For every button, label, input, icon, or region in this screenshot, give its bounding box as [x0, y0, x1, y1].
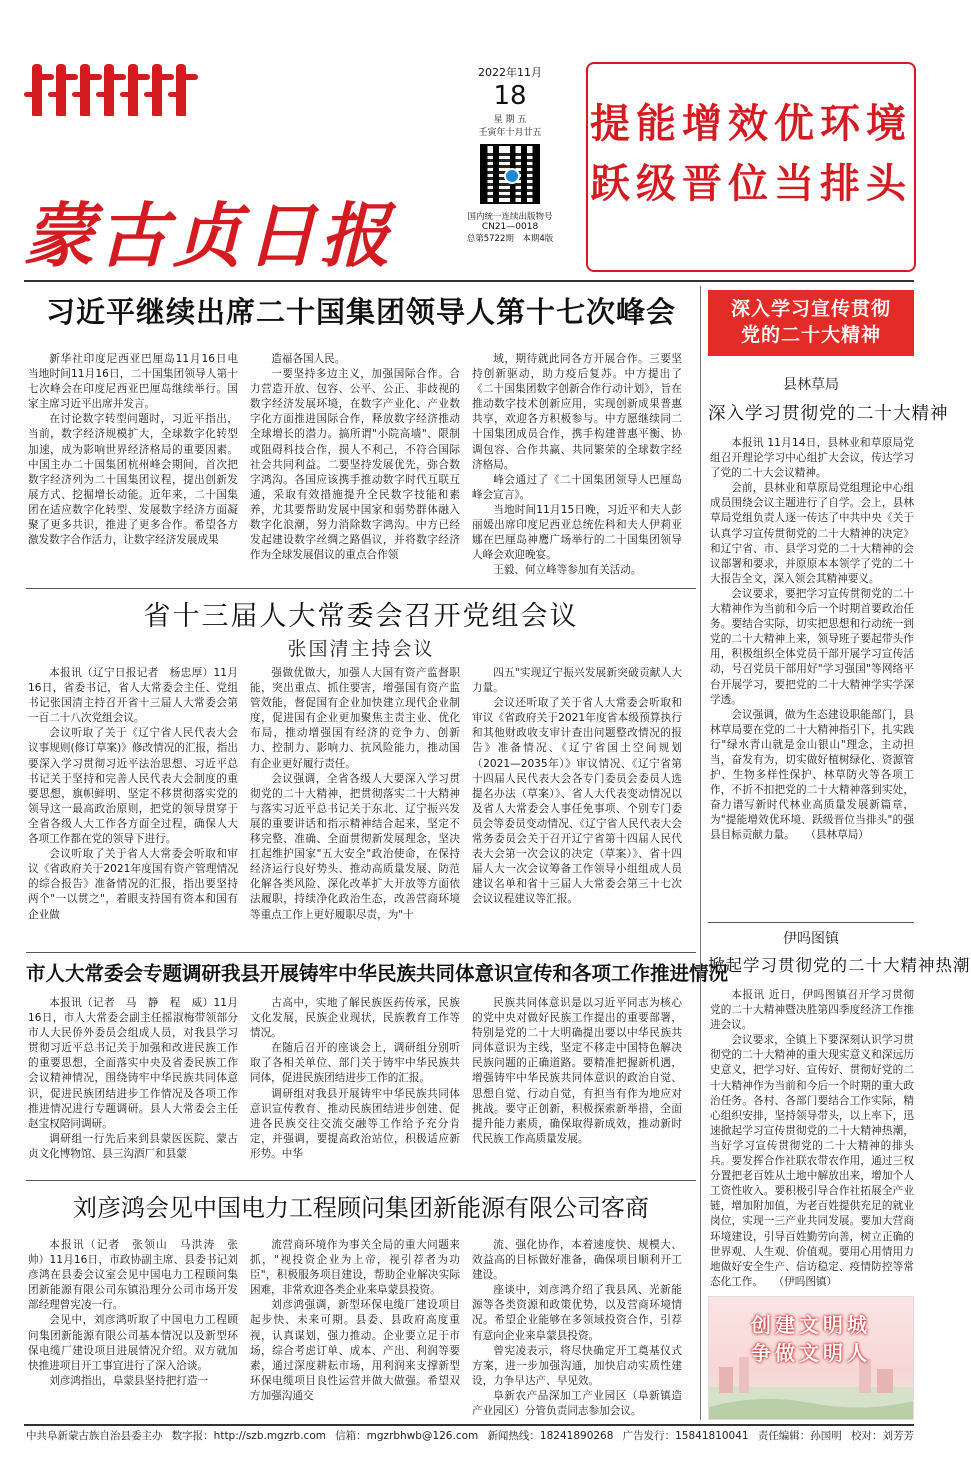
slogan-line-1: 提能增效优环境	[590, 100, 912, 147]
paragraph: 阜新农产品深加工产业园区（阜新镇造产业园区）分管负责同志参加会议。	[472, 1389, 682, 1418]
banner-line-1: 创建文明城	[751, 1313, 871, 1337]
paragraph: 会议要求，全镇上下要深刻认识学习贯彻党的二十大精神的重大现实意义和深远历史意义，把学习好、宣传好、贯彻好党的二十大精神作为当前和今后一个时期的重大政治任务。各村、各部门要结合工作实际，精心组织安排，坚持领导带头，以上率下，迅速掀起学习宣传贯彻党的二十大精神热潮，当好学习宣传贯彻党的二十大精神的排头兵。要发挥合作社联农带农作用，通过三权分置把老百姓从土地中解放出来，增加个人工资性收入。要积极引导合作社拓展全产业链，增加附加值，为老百姓提供充足的就业岗位，实现一三产业共同发展。要加大营商环境建设，引导百姓勤劳向善，树立正确的世界观、人生观、价值观。要用心用情用力地做好安全生产、信访稳定、疫情防控等常态化工作。 （伊吗图镇）	[710, 1034, 914, 1288]
article2-headline: 省十三届人大常委会召开党组会议	[143, 601, 579, 632]
paragraph: 刘彦鸿强调，新型环保电缆厂建设项目起步快、未来可期。县委、县政府高度重视，认真谋划，强力推动。企业要立足于市场，综合考虑订单、成本、产出、利润等要素，通过深度耕耘市场，用利润来支撑新型环保电缆项目良性运营并做大做强。希望双方加强沟通交	[250, 1299, 460, 1402]
qr-code-icon[interactable]	[480, 144, 540, 204]
paragraph: 峰会通过了《二十国集团领导人巴厘岛峰会宣言》。	[472, 473, 682, 501]
paragraph: 会议还听取了关于省人大常委会听取和审议《省政府关于2021年度省本级预算执行和其他财政收支审计查出问题整改情况的报告》准备情况、《辽宁省国土空间规划（2021—2035年）》审议情况、《辽宁省第十四届人民代表大会各专门委员会委员人选提名办法（草案）》、省人大代表变动情况以及省人大常委会人事任免事项、个别专门委员会等委员变动情况、《辽宁省人民代表大会常务委员会关于召开辽宁省第十四届人民代表大会第一次会议的决定（草案）》、省十四届人大一次会议筹备工作领导小组组成人员建议名单和省十三届人大常委会第三十七次会议议程建议等汇报。	[472, 697, 682, 906]
paragraph: 流营商环境作为事关全局的重大问题来抓，"视投资企业为上帝，视引荐者为功臣"，积极服务项目建设，帮助企业解决实际困难，非常欢迎各类企业来阜蒙县投资。	[250, 1239, 460, 1297]
sidebar-story1-headline: 深入学习贯彻党的二十大精神	[708, 404, 949, 424]
newspaper-title: 蒙古贞日报	[24, 194, 394, 277]
article4-col-2	[250, 1238, 460, 1420]
paragraph: 刘彦鸿指出，阜蒙县坚持把打造一	[49, 1374, 209, 1387]
paragraph: 四五"实现辽宁振兴发展新突破贡献人大力量。	[472, 667, 682, 695]
slogan-line-2: 跃级晋位当排头	[590, 160, 912, 207]
article3-col-3	[472, 996, 682, 1176]
footer-ads: 广告发行：15841810041	[622, 1430, 749, 1442]
article2-col-1	[28, 666, 238, 948]
paragraph: 一要坚持多边主义，加强国际合作。合力营造开放、包容、公平、公正、非歧视的数字经济发展环境，在数字产业化、产业数字化方面推进国际合作，释放数字经济推动全球增长的潜力。搞所谓"小院高墙"、限制或阻碍科技合作，损人不利己，不符合国际社会共同利益。二要坚持发展优先，弥合数字鸿沟。各国应该携手推动数字时代互联互通，采取有效措施提升全民数字技能和素养，尤其要帮助发展中国家和弱势群体融入数字化浪潮，努力消除数字鸿沟。中方已经发起建设数字丝绸之路倡议，并将数字经济作为全球发展倡议的重点合作领	[250, 368, 460, 562]
footer-proof: 校对：刘芳芳	[850, 1430, 914, 1442]
sidebar-story2-kicker: 伊吗图镇	[783, 931, 839, 947]
paragraph: 王毅、何立峰等参加有关活动。	[493, 564, 642, 577]
date-box	[446, 64, 574, 274]
paragraph: 流、强化协作，本着速度快、规模大、效益高的目标做好准备，确保项目顺利开工建设。	[472, 1239, 682, 1282]
article2-col-3	[472, 666, 682, 948]
sidebar-column-tag: 深入学习宣传贯彻 党的二十大精神	[708, 290, 914, 356]
paragraph: 会见中，刘彦鸿听取了中国电力工程顾问集团新能源有限公司基本情况以及新型环保电缆厂建设项目进展情况介绍。双方就加快推进项目开工事宜进行了深入洽谈。	[28, 1314, 238, 1372]
paragraph: 调研组一行先后来到县蒙医医院、蒙古贞文化博物馆、县三沟酒厂和县蒙	[28, 1132, 238, 1160]
paragraph: 在随后召开的座谈会上，调研组分别听取了各相关单位、部门关于铸牢中华民族共同体，促进民族团结进步工作的汇报。	[250, 1042, 460, 1085]
article4-col-1	[28, 1238, 249, 1420]
paragraph: 会议听取了关于《辽宁省人民代表大会议事规则(修订草案)》修改情况的汇报，指出要深入学习贯彻习近平法治思想、习近平总书记关于坚持和完善人民代表大会制度的重要思想，旗帜鲜明、坚定不移贯彻落实党的领导这一最高政治原则，把党的领导贯穿于全省各级人大工作各方面全过程，确保人大各项工作都在党的领导下进行。	[28, 727, 238, 846]
article3-col-1	[28, 996, 238, 1176]
cn-code-label: 国内统一连续出版物号	[467, 212, 553, 222]
paragraph: 会议强调，全省各级人大要深入学习贯彻党的二十大精神，把贯彻落实二十大精神与落实习近平总书记关于东北、辽宁振兴发展的重要讲话和指示精神结合起来，坚定不移完整、准确、全面贯彻新发展理念，坚决扛起维护国家"五大安全"政治使命，在保持经济运行良好势头、推动高质量发展、防范化解各类风险、深化改革扩大开放等方面依法履职，持续净化政治生态，改善营商环境等重点工作上更好履职尽责，为"十	[250, 772, 460, 921]
article4-col-3	[472, 1238, 682, 1420]
footer-digital-link[interactable]: 数字报：http://szb.mgzrb.com	[171, 1430, 326, 1442]
article2-col-2	[250, 666, 460, 948]
paragraph: 域，期待就此同各方开展合作。三要坚持创新驱动，助力疫后复苏。中方提出了《二十国集团数字创新合作行动计划》，旨在推动数字技术创新应用，实现创新成果普惠共享，欢迎各方积极参与。中方愿继续同二十国集团成员合作，携手构建普惠平衡、协调包容、合作共赢、共同繁荣的全球数字经济格局。	[472, 353, 682, 471]
paragraph: 民族共同体意识是以习近平同志为核心的党中央对做好民族工作提出的重要部署，特别是党的二十大明确提出要以中华民族共同体意识为主线，坚定不移走中国特色解决民族问题的正确道路。要精准把握新机遇，增强铸牢中华民族共同体意识的政治自觉、思想自觉、行动自觉，有担当有作为地应对挑战。要守正创新，积极探索新举措，全面提升能力素质，确保取得新成效，推动新时代民族工作高质量发展。	[472, 997, 682, 1145]
sidebar-story1-kicker: 县林草局	[783, 377, 839, 393]
article1-col-2	[250, 352, 460, 584]
paragraph: 曾宪凌表示，将尽快确定开工奠基仪式方案，进一步加强沟通，加快启动实质性建设，力争早达产、早见效。	[472, 1344, 682, 1387]
slogan-box	[586, 62, 916, 272]
footer-email[interactable]: 信箱：mgzrbhwb@126.com	[335, 1430, 479, 1442]
cn-code: CN21—0018	[481, 222, 539, 232]
paragraph: 本报讯（记者 马 静 程 威）11月16日，市人大常委会副主任摇淑梅带领部分市人大民侨外委员会组成人员，对我县学习贯彻习近平总书记关于加强和改进民族工作的重要思想，全面落实中央及省委民族工作会议精神情况，围绕铸牢中华民族共同体意识，促进民族团结进步工作情况及各项工作推进情况进行专题调研。县人大常委会主任赵宝权陪同调研。	[28, 997, 238, 1130]
banner-line-2: 争做文明人	[751, 1341, 871, 1365]
article2-subhead: 张国清主持会议	[287, 638, 435, 660]
weekday: 星 期 五	[493, 115, 527, 125]
paragraph: 会议要求，要把学习宣传贯彻党的二十大精神作为当前和今后一个时期首要政治任务。要结合实际，切实把思想和行动统一到党的二十大精神上来，领导班子要起带头作用，积极组织全体党员干部开展学习宣传活动，号召党员干部用好"学习强国"等网络平台开展学习，要把党的二十大精神学实学深学透。	[710, 587, 914, 706]
footer	[26, 1428, 914, 1443]
paragraph: 造福各国人民。	[271, 353, 346, 365]
article3-col-2	[250, 996, 460, 1176]
paragraph: 当地时间11月15日晚，习近平和夫人彭丽媛出席印度尼西亚总统佐科和夫人伊莉亚娜在巴厘岛神鹰广场举行的二十国集团领导人峰会欢迎晚宴。	[472, 503, 682, 562]
paragraph: 在讨论数字转型问题时，习近平指出，当前，数字经济规模扩大，全球数字化转型加速，成为影响世界经济格局的重要因素。中国主办二十国集团杭州峰会期间，首次把数字经济列为二十国集团议程，提出创新发展方式、挖掘增长动能。近年来，二十国集团在适应数字化转型、发展数字经济方面凝聚了更多共识，推进了更多合作。希望各方激发数字合作活力，让数字经济发展成果	[28, 413, 238, 547]
paragraph: 古高中，实地了解民族医药传承，民族文化发展，民族企业现状，民族教育工作等情况。	[250, 997, 460, 1040]
masthead	[24, 58, 444, 288]
sidebar-story2-headline: 掀起学习贯彻党的二十大精神热潮	[708, 956, 971, 975]
paragraph: 会前，县林业和草原局党组理论中心组成员围绕会议主题进行了自学。会上，县林草局党组负责人逐一传达了中共中央《关于认真学习宣传贯彻党的二十大精神的决定》和辽宁省、市、县学习党的二十大精神的会议部署和要求，并原原本本领学了党的二十大报告全文，深入领会其精神要义。	[710, 482, 914, 585]
article3-headline: 市人大常委会专题调研我县开展铸牢中华民族共同体意识宣传和各项工作推进情况	[26, 962, 729, 985]
article1-col-1	[28, 352, 238, 584]
sidebar-story1-body	[710, 436, 914, 926]
article1-col-3	[472, 352, 682, 584]
paragraph: 强做优做大，加强人大国有资产监督职能，突出重点、抓住要害，增强国有资产监管效能，督促国有企业加快建立现代企业制度，促进国有企业更加聚焦主责主业、优化布局，推动增强国有经济的竞争力、创新力、控制力、影响力、抗风险能力，推动国有企业更好履行责任。	[250, 667, 460, 770]
footer-publisher: 中共阜新蒙古族自治县委主办	[26, 1430, 163, 1442]
paragraph: 本报讯 11月14日，县林业和草原局党组召开理论学习中心组扩大会议，传达学习了党的二十大会议精神。	[710, 437, 914, 480]
paragraph: 调研组对我县开展铸牢中华民族共同体意识宣传教育、推动民族团结进步创建、促进各民族交往交流交融等工作给予充分肯定，并强调，要提高政治站位，积极适应新形势。中华	[250, 1087, 460, 1160]
civilization-banner	[708, 1296, 914, 1420]
paragraph: 本报讯（辽宁日报记者 杨忠厚）11月16日，省委书记，省人大常委会主任、党组书记张国清主持召开省十三届人大常委会第一百二十八次党组会议。	[28, 667, 238, 725]
issue-number: 总第5722期 本期4版	[466, 234, 554, 244]
paragraph: 座谈中，刘彦鸿介绍了我县风、光新能源等各类资源和政策优势，以及营商环境情况。希望企业能够在多领域投资合作，引荐有意向企业来阜蒙县投资。	[472, 1284, 682, 1342]
article4-headline: 刘彦鸿会见中国电力工程顾问集团新能源有限公司客商	[73, 1194, 649, 1222]
mongolian-script-logo	[32, 64, 186, 116]
date-day: 18	[493, 81, 527, 111]
lunar-date: 壬寅年十月廿五	[478, 128, 542, 138]
date-month: 2022年11月	[478, 66, 542, 79]
paragraph: 本报讯（记者 张领山 马洪涛 张 帅）11月16日，市政协副主席、县委书记刘彦鸿在县委会议室会见中国电力工程顾问集团新能源有限公司东镇沿理分公司市场开发部经理曾宪凌一行。	[28, 1239, 249, 1312]
paragraph: 会议强调，做为生态建设职能部门，县林草局要在党的二十大精神指引下，扎实践行"绿水青山就是金山银山"理念，主动担当，奋发有为，切实做好植树绿化、资源管护、生物多样性保护、林草防火等各项工作，不折不扣把党的二十大精神落到实处，奋力谱写新时代林业高质量发展新篇章，为"提能增效优环境、跃级晋位当排头"的强县目标贡献力量。 （县林草局）	[710, 708, 914, 842]
footer-hotline: 新闻热线：18241890268	[487, 1430, 614, 1442]
article1-headline: 习近平继续出席二十国集团领导人第十七次峰会	[45, 295, 676, 329]
footer-editor: 责任编辑：孙国明	[757, 1430, 842, 1442]
paragraph: 本报讯 近日，伊吗图镇召开学习贯彻党的二十大精神暨决胜第四季度经济工作推进会议。	[710, 989, 914, 1032]
paragraph: 会议听取了关于省人大常委会听取和审议《省政府关于2021年度国有资产管理情况的综合报告》准备情况的汇报，指出要坚持两个"一以贯之"，着眼支持国有资本和国有企业做	[28, 848, 238, 921]
paragraph: 新华社印度尼西亚巴厘岛11月16日电 当地时间11月16日，二十国集团领导人第十七次峰会在印度尼西亚巴厘岛继续举行。国家主席习近平出席并发言。	[28, 353, 238, 411]
sidebar-story2-body	[710, 988, 914, 1288]
